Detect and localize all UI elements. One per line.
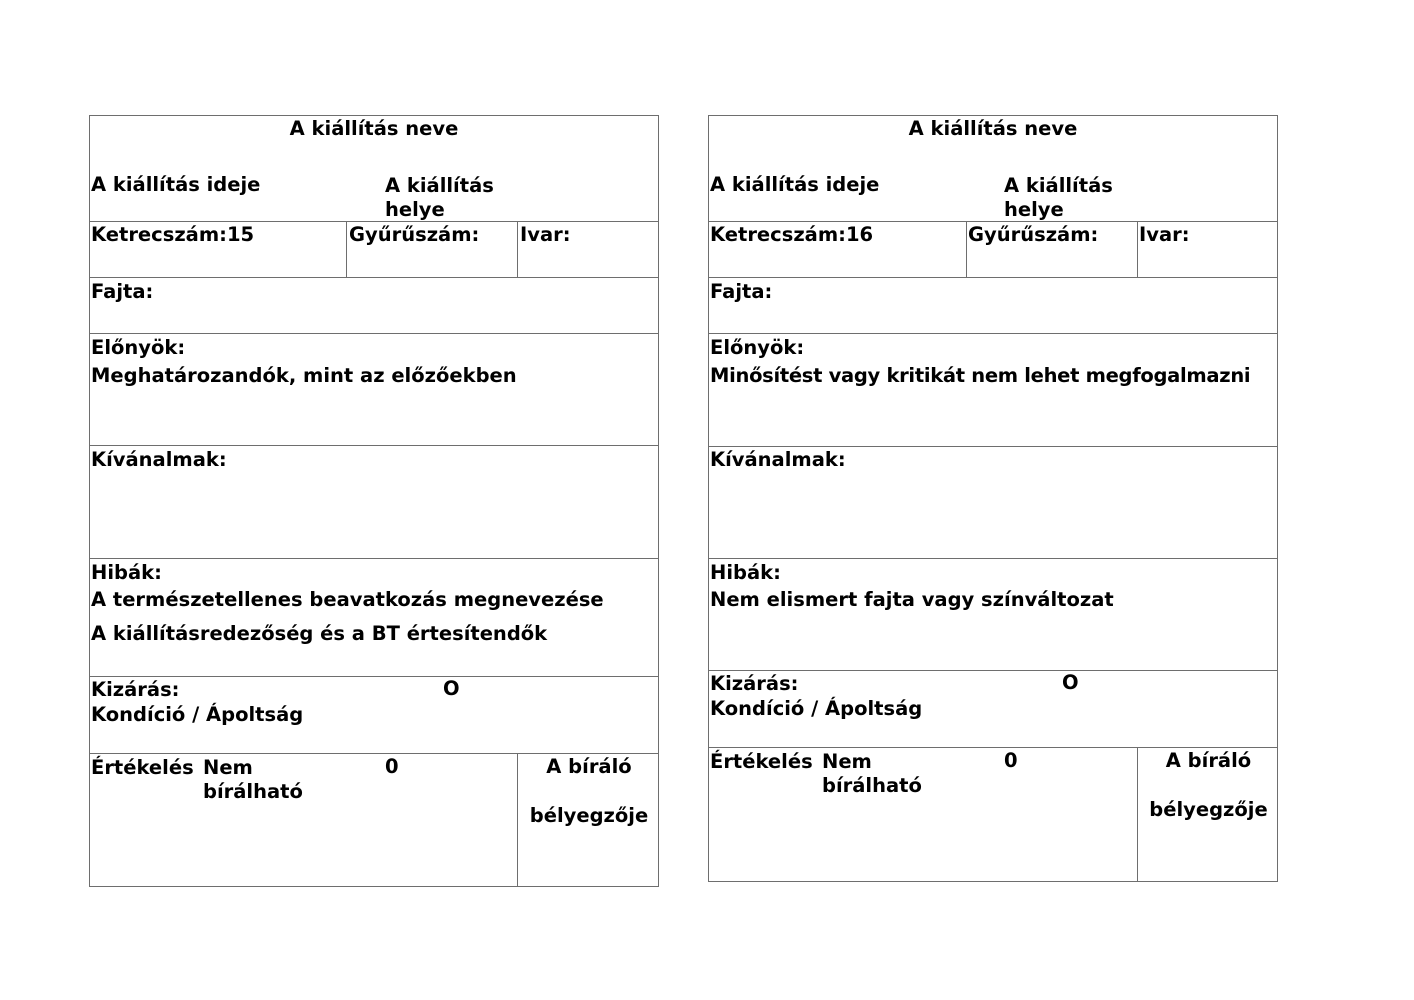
advantages-section bbox=[90, 334, 658, 446]
divider bbox=[517, 222, 518, 277]
rating-label: Értékelés bbox=[91, 756, 194, 779]
condition-label: Kondíció / Ápoltság bbox=[710, 697, 923, 720]
exhibition-place-label-line2: helye bbox=[1004, 198, 1064, 221]
faults-section bbox=[709, 559, 1277, 671]
evaluation-card-left bbox=[89, 115, 659, 887]
exhibition-place-label-line1: A kiállítás bbox=[385, 174, 494, 197]
rating-score: 0 bbox=[385, 755, 399, 778]
cage-number-label: Ketrecszám:15 bbox=[91, 223, 255, 246]
judge-stamp-label-line1: A bíráló bbox=[1165, 749, 1252, 772]
divider bbox=[346, 222, 347, 277]
evaluation-card-right bbox=[708, 115, 1278, 882]
faults-line-1: Nem elismert fajta vagy színváltozat bbox=[710, 588, 1114, 611]
exhibition-name-label: A kiállítás neve bbox=[908, 117, 1078, 140]
wishes-section bbox=[709, 447, 1277, 559]
header-section bbox=[90, 116, 658, 222]
rating-label: Értékelés bbox=[710, 750, 813, 773]
exclusion-section bbox=[90, 677, 658, 754]
judge-stamp-label-line1: A bíráló bbox=[546, 755, 632, 778]
exhibition-date-label: A kiállítás ideje bbox=[710, 173, 880, 196]
advantages-label: Előnyök: bbox=[710, 336, 805, 359]
faults-section bbox=[90, 559, 658, 677]
exhibition-date-label: A kiállítás ideje bbox=[91, 173, 261, 196]
divider bbox=[966, 222, 967, 277]
exhibition-place-label-line2: helye bbox=[385, 198, 445, 221]
rating-section bbox=[90, 754, 658, 886]
condition-label: Kondíció / Ápoltság bbox=[91, 703, 304, 726]
exhibition-place-label-line1: A kiállítás bbox=[1004, 174, 1113, 197]
advantages-text: Minősítést vagy kritikát nem lehet megfogalmazni bbox=[710, 364, 1251, 387]
id-section bbox=[90, 222, 658, 278]
wishes-label: Kívánalmak: bbox=[710, 448, 846, 471]
sex-label: Ivar: bbox=[1139, 223, 1190, 246]
ring-number-label: Gyűrűszám: bbox=[349, 223, 480, 246]
id-section bbox=[709, 222, 1277, 278]
breed-label: Fajta: bbox=[91, 280, 154, 303]
rating-score: 0 bbox=[1004, 749, 1018, 772]
exclusion-mark: O bbox=[1062, 671, 1079, 694]
advantages-label: Előnyök: bbox=[91, 336, 186, 359]
cage-number-label: Ketrecszám:16 bbox=[710, 223, 874, 246]
rating-value-line1: Nem bbox=[203, 756, 253, 779]
sex-label: Ivar: bbox=[520, 223, 571, 246]
breed-label: Fajta: bbox=[710, 280, 773, 303]
faults-line-2: A kiállításredezőség és a BT értesítendők bbox=[91, 622, 548, 645]
exclusion-label: Kizárás: bbox=[710, 672, 799, 695]
exclusion-section bbox=[709, 671, 1277, 748]
breed-section bbox=[709, 278, 1277, 334]
faults-label: Hibák: bbox=[91, 561, 162, 584]
faults-label: Hibák: bbox=[710, 561, 781, 584]
exhibition-name-label: A kiállítás neve bbox=[289, 117, 459, 140]
rating-value-line1: Nem bbox=[822, 750, 872, 773]
header-section bbox=[709, 116, 1277, 222]
judge-stamp-label-line2: bélyegzője bbox=[1149, 798, 1268, 821]
advantages-text: Meghatározandók, mint az előzőekben bbox=[91, 364, 517, 387]
divider bbox=[1137, 222, 1138, 277]
advantages-section bbox=[709, 334, 1277, 447]
judge-stamp-label-line2: bélyegzője bbox=[529, 804, 649, 827]
rating-section bbox=[709, 748, 1277, 881]
breed-section bbox=[90, 278, 658, 334]
faults-line-1: A természetellenes beavatkozás megnevezése bbox=[91, 588, 604, 611]
ring-number-label: Gyűrűszám: bbox=[968, 223, 1099, 246]
wishes-label: Kívánalmak: bbox=[91, 448, 227, 471]
exclusion-mark: O bbox=[443, 677, 460, 700]
rating-value-line2: bírálható bbox=[822, 774, 922, 797]
rating-value-line2: bírálható bbox=[203, 780, 303, 803]
wishes-section bbox=[90, 446, 658, 559]
exclusion-label: Kizárás: bbox=[91, 678, 180, 701]
